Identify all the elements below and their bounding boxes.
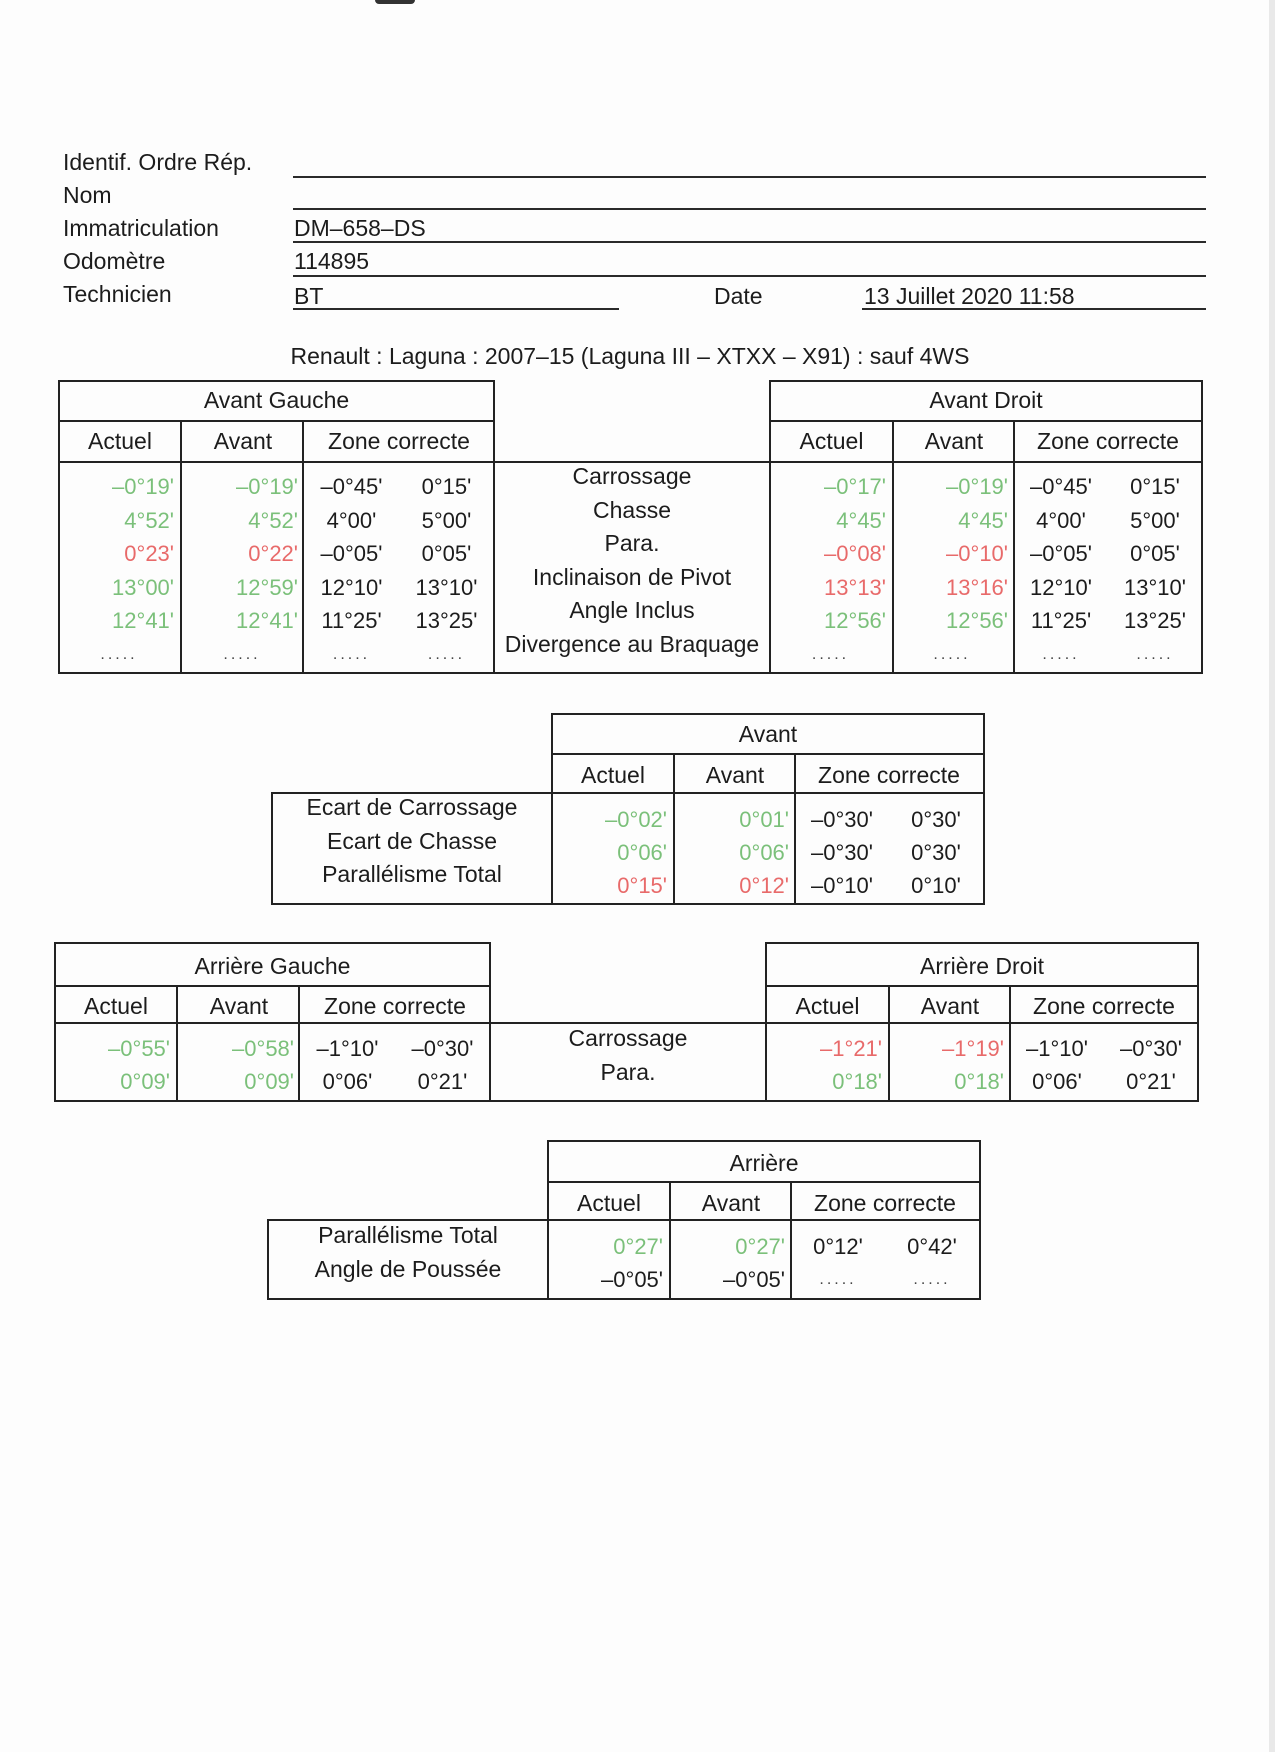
measure-value: –0°05' bbox=[320, 541, 383, 566]
rule bbox=[271, 903, 553, 905]
measure-label: Ecart de Chasse bbox=[326, 827, 498, 854]
measure-value: 0°18' bbox=[832, 1069, 882, 1094]
measure-value: 0°10' bbox=[911, 873, 961, 898]
measure-value: –0°45' bbox=[1030, 474, 1092, 499]
rule bbox=[176, 985, 178, 1102]
measure-value: 0°15' bbox=[421, 474, 472, 499]
measure-value: –0°05' bbox=[723, 1267, 785, 1292]
measure-value: –0°05' bbox=[601, 1267, 663, 1292]
measure-value: 13°00' bbox=[112, 574, 174, 600]
measure-value: –0°17' bbox=[824, 474, 886, 499]
field-line-technicien bbox=[293, 308, 619, 310]
rule bbox=[551, 753, 985, 755]
measure-value: 12°56' bbox=[824, 608, 886, 633]
rule bbox=[765, 1022, 1199, 1024]
measure-value: –0°05' bbox=[1030, 541, 1092, 566]
measure-value: 4°45' bbox=[836, 507, 886, 533]
field-line-date bbox=[862, 308, 1206, 310]
front-axle-title: Avant bbox=[738, 721, 798, 747]
rule bbox=[180, 420, 182, 674]
measure-value: 0°09' bbox=[244, 1069, 294, 1094]
measure-value: 0°21' bbox=[1126, 1069, 1176, 1094]
measure-value: 0°30' bbox=[911, 807, 961, 832]
measure-value: ..... bbox=[1042, 645, 1080, 663]
rear-axle-title: Arrière bbox=[729, 1150, 799, 1176]
measure-value: –0°30' bbox=[811, 840, 873, 865]
rule bbox=[769, 420, 1203, 422]
front-left-title: Avant Gauche bbox=[203, 387, 350, 413]
measure-value: 4°00' bbox=[1036, 507, 1086, 533]
measure-value: ..... bbox=[332, 645, 371, 663]
measure-value: 0°27' bbox=[613, 1234, 663, 1259]
measure-value: 0°01' bbox=[739, 807, 789, 832]
measure-label: Para. bbox=[600, 1058, 656, 1085]
rule bbox=[495, 672, 769, 674]
measure-value: –0°10' bbox=[811, 873, 873, 898]
measure-value: 0°15' bbox=[1130, 474, 1180, 499]
measure-value: 4°45' bbox=[958, 507, 1008, 533]
measure-value: 0°23' bbox=[124, 541, 174, 566]
measure-value: –0°02' bbox=[605, 807, 667, 832]
col-actuel: Actuel bbox=[577, 1190, 641, 1216]
rule bbox=[54, 985, 491, 987]
measure-value: 0°12' bbox=[813, 1234, 863, 1259]
rule bbox=[547, 1181, 981, 1183]
rule bbox=[892, 420, 894, 674]
rear-axle-labels bbox=[269, 1219, 547, 1286]
page-edge bbox=[1269, 0, 1275, 1752]
field-value-date: 13 Juillet 2020 11:58 bbox=[864, 283, 1075, 309]
col-actuel: Actuel bbox=[84, 993, 148, 1019]
measure-value: 12°10' bbox=[1030, 574, 1092, 600]
front-right-title: Avant Droit bbox=[929, 387, 1043, 413]
measure-value: –0°30' bbox=[1120, 1036, 1182, 1061]
measure-value: 0°12' bbox=[739, 873, 789, 898]
field-label-immat: Immatriculation bbox=[63, 215, 219, 241]
measure-value: 0°06' bbox=[617, 840, 667, 865]
field-line-order bbox=[293, 176, 1206, 178]
col-avant: Avant bbox=[209, 993, 269, 1019]
measure-value: 0°27' bbox=[735, 1234, 785, 1259]
measure-value: –0°08' bbox=[824, 541, 886, 566]
rule bbox=[765, 985, 1199, 987]
col-avant: Avant bbox=[701, 1190, 761, 1216]
measure-value: –1°10' bbox=[316, 1036, 379, 1061]
measure-value: 4°52' bbox=[124, 507, 174, 533]
measure-value: ..... bbox=[223, 645, 261, 663]
measure-value: 0°21' bbox=[417, 1069, 468, 1094]
rule bbox=[888, 985, 890, 1102]
measure-value: –0°19' bbox=[112, 474, 174, 499]
measure-value: 13°16' bbox=[946, 574, 1008, 600]
measure-value: ..... bbox=[427, 645, 466, 663]
rule bbox=[769, 461, 1203, 463]
col-actuel: Actuel bbox=[799, 428, 864, 454]
field-line-nom bbox=[293, 208, 1206, 210]
col-zone: Zone correcte bbox=[818, 762, 960, 788]
rear-right-title: Arrière Droit bbox=[920, 953, 1044, 979]
measure-value: 0°42' bbox=[907, 1234, 957, 1259]
col-avant: Avant bbox=[213, 428, 273, 454]
field-value-odometre: 114895 bbox=[294, 248, 370, 274]
measure-value: ..... bbox=[1136, 645, 1174, 663]
measure-label: Parallélisme Total bbox=[322, 861, 502, 887]
field-label-technicien: Technicien bbox=[63, 281, 172, 307]
rule bbox=[669, 1181, 671, 1300]
measure-value: 4°00' bbox=[326, 507, 377, 533]
measure-value: 11°25' bbox=[321, 608, 382, 633]
measure-value: 0°06' bbox=[739, 840, 789, 865]
measure-value: ..... bbox=[913, 1271, 951, 1288]
col-avant: Avant bbox=[924, 428, 984, 454]
measure-value: 0°30' bbox=[911, 840, 961, 865]
measure-value: 13°25' bbox=[1124, 608, 1186, 633]
measure-label: Divergence au Braquage bbox=[504, 630, 760, 657]
vehicle-title: Renault : Laguna : 2007–15 (Laguna III – XTXX – X91) : sauf 4WS bbox=[290, 343, 970, 369]
measure-value: ..... bbox=[819, 1271, 857, 1288]
measure-value: 13°13' bbox=[824, 574, 886, 600]
measure-label: Angle de Poussée bbox=[314, 1255, 502, 1282]
measure-value: –0°19' bbox=[236, 474, 298, 499]
field-label-date: Date bbox=[714, 283, 763, 309]
field-label-nom: Nom bbox=[63, 182, 112, 208]
col-zone: Zone correcte bbox=[814, 1190, 956, 1216]
measure-value: 12°41' bbox=[236, 608, 298, 633]
measure-value: –0°19' bbox=[946, 474, 1008, 499]
rule bbox=[267, 1298, 549, 1300]
measure-value: –1°10' bbox=[1026, 1036, 1088, 1061]
measure-value: ..... bbox=[811, 645, 850, 663]
measure-value: 0°06' bbox=[1032, 1069, 1082, 1094]
col-zone: Zone correcte bbox=[1033, 993, 1175, 1019]
measure-value: 0°09' bbox=[120, 1069, 170, 1094]
measure-value: –0°30' bbox=[411, 1036, 474, 1061]
measure-value: 13°25' bbox=[415, 608, 478, 633]
measure-value: 0°22' bbox=[248, 541, 298, 566]
measure-value: –0°10' bbox=[946, 541, 1008, 566]
field-value-technicien: BT bbox=[294, 283, 324, 309]
rear-left-title: Arrière Gauche bbox=[194, 953, 351, 979]
col-avant: Avant bbox=[705, 762, 765, 788]
rule bbox=[54, 1022, 491, 1024]
col-zone: Zone correcte bbox=[324, 993, 466, 1019]
measure-value: 12°59' bbox=[236, 574, 298, 600]
col-zone: Zone correcte bbox=[328, 428, 470, 454]
measure-value: 5°00' bbox=[421, 507, 472, 533]
field-value-immat: DM–658–DS bbox=[294, 215, 426, 241]
measure-value: ..... bbox=[100, 645, 138, 663]
col-actuel: Actuel bbox=[795, 993, 860, 1019]
measure-value: 0°15' bbox=[617, 873, 667, 898]
field-line-odometre bbox=[293, 275, 1206, 277]
rule bbox=[58, 461, 495, 463]
measure-label: Carrossage bbox=[572, 463, 692, 489]
rule bbox=[673, 753, 675, 905]
col-avant: Avant bbox=[920, 993, 980, 1019]
measure-label: Ecart de Carrossage bbox=[306, 794, 518, 820]
measure-value: –1°19' bbox=[942, 1036, 1004, 1061]
measure-value: ..... bbox=[933, 645, 971, 663]
field-label-order: Identif. Ordre Rép. bbox=[63, 149, 253, 175]
measure-value: –1°21' bbox=[820, 1036, 882, 1061]
measure-value: 0°18' bbox=[954, 1069, 1004, 1094]
rule bbox=[58, 420, 495, 422]
measure-value: –0°45' bbox=[320, 474, 383, 499]
field-label-odometre: Odomètre bbox=[63, 248, 166, 274]
rear-measure-labels bbox=[489, 1022, 767, 1089]
measure-label: Angle Inclus bbox=[569, 597, 695, 623]
measure-value: 4°52' bbox=[248, 507, 298, 533]
measure-value: 11°25' bbox=[1030, 608, 1092, 633]
measure-value: –0°30' bbox=[811, 807, 873, 832]
measure-value: 12°56' bbox=[946, 608, 1008, 633]
measure-value: 0°05' bbox=[421, 541, 472, 566]
front-measure-labels bbox=[493, 460, 771, 661]
measure-label: Inclinaison de Pivot bbox=[532, 563, 732, 590]
front-axle-labels bbox=[273, 791, 551, 892]
measure-value: –0°55' bbox=[108, 1036, 170, 1061]
col-actuel: Actuel bbox=[581, 762, 645, 788]
col-zone: Zone correcte bbox=[1037, 428, 1179, 454]
measure-value: 13°10' bbox=[415, 574, 478, 600]
measure-label: Chasse bbox=[593, 496, 671, 523]
measure-label: Carrossage bbox=[568, 1025, 688, 1051]
measure-value: 5°00' bbox=[1130, 507, 1180, 533]
rule bbox=[491, 1100, 765, 1102]
measure-label: Para. bbox=[604, 530, 660, 556]
staple-mark bbox=[375, 0, 415, 4]
measure-value: –0°58' bbox=[232, 1036, 294, 1061]
field-line-immat bbox=[293, 241, 1206, 243]
measure-value: 0°06' bbox=[322, 1069, 373, 1094]
measure-value: 12°10' bbox=[320, 574, 383, 600]
measure-value: 13°10' bbox=[1124, 574, 1186, 600]
measure-value: 0°05' bbox=[1130, 541, 1180, 566]
measure-value: 12°41' bbox=[112, 608, 174, 633]
measure-label: Parallélisme Total bbox=[318, 1222, 498, 1248]
col-actuel: Actuel bbox=[88, 428, 152, 454]
